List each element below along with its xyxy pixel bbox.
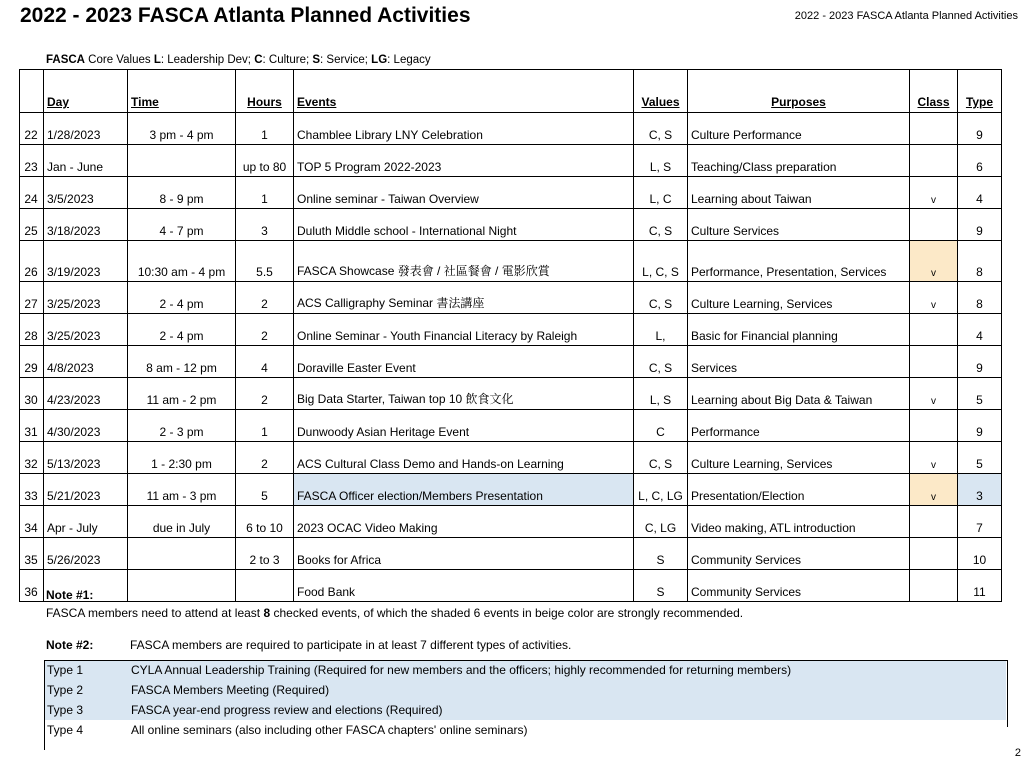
page-number: 2 — [1014, 747, 1021, 759]
cell-class: v — [910, 241, 958, 282]
cell-time: 11 am - 3 pm — [128, 474, 236, 506]
cell-event: Duluth Middle school - International Night — [294, 209, 634, 241]
cell-day: 4/8/2023 — [44, 346, 128, 378]
cell-num: 29 — [20, 346, 44, 378]
cell-type: 9 — [958, 209, 1002, 241]
cell-hours: 5 — [236, 474, 294, 506]
cell-purpose: Community Services — [688, 570, 910, 602]
cell-hours: 3 — [236, 209, 294, 241]
cell-purpose: Teaching/Class preparation — [688, 145, 910, 177]
cell-values: S — [634, 570, 688, 602]
cell-num: 25 — [20, 209, 44, 241]
cell-class — [910, 570, 958, 602]
cell-day: 3/25/2023 — [44, 282, 128, 314]
cell-num: 27 — [20, 282, 44, 314]
note1-body — [46, 606, 743, 620]
core-value-label: : Legacy — [387, 54, 431, 66]
table-row — [20, 410, 1002, 442]
cell-num: 33 — [20, 474, 44, 506]
cell-event: TOP 5 Program 2022-2023 — [294, 145, 634, 177]
cell-hours: 1 — [236, 177, 294, 209]
cell-hours: 2 — [236, 378, 294, 410]
cell-hours: 2 to 3 — [236, 538, 294, 570]
cell-class — [910, 346, 958, 378]
cell-purpose: Video making, ATL introduction — [688, 506, 910, 538]
cell-num: 35 — [20, 538, 44, 570]
table-row — [20, 346, 1002, 378]
cell-values: C, S — [634, 113, 688, 145]
cell-purpose: Performance — [688, 410, 910, 442]
cell-hours: 2 — [236, 442, 294, 474]
note2-heading — [46, 638, 93, 652]
cell-purpose: Culture Learning, Services — [688, 282, 910, 314]
cell-time — [128, 145, 236, 177]
type-label: Type 4 — [47, 723, 84, 737]
note1-heading-text: Note #1: — [46, 588, 94, 602]
cell-time: 1 - 2:30 pm — [128, 442, 236, 474]
cell-values: C, S — [634, 442, 688, 474]
type-desc: FASCA year-end progress review and elections (Required) — [128, 700, 1006, 720]
cell-values: L, — [634, 314, 688, 346]
cell-class — [910, 506, 958, 538]
cell-hours — [236, 570, 294, 602]
types-left-border — [44, 726, 45, 750]
cell-num: 30 — [20, 378, 44, 410]
core-values-prefix-text: Core Values — [84, 54, 154, 66]
cell-event: ACS Cultural Class Demo and Hands-on Learning — [294, 442, 634, 474]
table-row — [20, 145, 1002, 177]
cell-type: 9 — [958, 346, 1002, 378]
cell-class: v — [910, 474, 958, 506]
cell-num: 36 — [20, 570, 44, 602]
core-value-key: L — [153, 54, 161, 66]
note1-heading — [46, 588, 93, 602]
cell-event: 2023 OCAC Video Making — [294, 506, 634, 538]
cell-day: 5/21/2023 — [44, 474, 128, 506]
type-row — [44, 720, 1006, 740]
core-value-label: : Culture; — [262, 54, 313, 66]
core-value-key: LG — [371, 54, 388, 66]
cell-hours: 2 — [236, 282, 294, 314]
note1-text-after: checked events, of which the shaded 6 events in beige color are strongly recommended. — [270, 606, 744, 620]
cell-type: 4 — [958, 177, 1002, 209]
running-header: 2022 - 2023 FASCA Atlanta Planned Activities — [794, 10, 1018, 22]
types-table — [44, 660, 1006, 740]
cell-values: L, C, S — [634, 241, 688, 282]
cell-num: 31 — [20, 410, 44, 442]
type-label: Type 1 — [44, 660, 128, 680]
cell-time — [128, 538, 236, 570]
note2-body: FASCA members are required to participate in at least 7 different types of activities. — [130, 638, 572, 652]
table-row — [20, 241, 1002, 282]
cell-hours: 4 — [236, 346, 294, 378]
col-class-header: Class — [910, 70, 958, 113]
col-type-header: Type — [958, 70, 1002, 113]
core-value-key: S — [312, 54, 321, 66]
table-row — [20, 282, 1002, 314]
col-values-header: Values — [634, 70, 688, 113]
cell-time: 10:30 am - 4 pm — [128, 241, 236, 282]
cell-event: Big Data Starter, Taiwan top 10 飲食文化 — [294, 378, 634, 410]
col-num-header — [20, 70, 44, 113]
activities-table — [19, 69, 1002, 602]
cell-event: Online seminar - Taiwan Overview — [294, 177, 634, 209]
cell-purpose: Presentation/Election — [688, 474, 910, 506]
cell-time: 2 - 4 pm — [128, 314, 236, 346]
cell-hours: 5.5 — [236, 241, 294, 282]
cell-time: 2 - 3 pm — [128, 410, 236, 442]
cell-num: 28 — [20, 314, 44, 346]
table-row — [20, 442, 1002, 474]
cell-day: 5/26/2023 — [44, 538, 128, 570]
cell-time: due in July — [128, 506, 236, 538]
cell-hours: 1 — [236, 410, 294, 442]
core-value-key: C — [254, 54, 263, 66]
cell-purpose: Culture Services — [688, 209, 910, 241]
type-label: Type 2 — [44, 680, 128, 700]
cell-hours: 1 — [236, 113, 294, 145]
cell-type: 8 — [958, 282, 1002, 314]
cell-values: L, C — [634, 177, 688, 209]
cell-hours: 6 to 10 — [236, 506, 294, 538]
cell-day: Jan - June — [44, 145, 128, 177]
cell-day: Apr - July — [44, 506, 128, 538]
cell-purpose: Community Services — [688, 538, 910, 570]
col-purposes-header: Purposes — [688, 70, 910, 113]
cell-event: Online Seminar - Youth Financial Literacy by Raleigh — [294, 314, 634, 346]
cell-class: v — [910, 282, 958, 314]
cell-purpose: Basic for Financial planning — [688, 314, 910, 346]
cell-day: 4/23/2023 — [44, 378, 128, 410]
type-row — [44, 700, 1006, 720]
type-row — [44, 660, 1006, 680]
cell-event: Chamblee Library LNY Celebration — [294, 113, 634, 145]
cell-type: 11 — [958, 570, 1002, 602]
cell-values: L, C, LG — [634, 474, 688, 506]
cell-event: ACS Calligraphy Seminar 書法講座 — [294, 282, 634, 314]
cell-event: Books for Africa — [294, 538, 634, 570]
cell-time: 8 am - 12 pm — [128, 346, 236, 378]
cell-type: 3 — [958, 474, 1002, 506]
cell-hours: 2 — [236, 314, 294, 346]
cell-time: 4 - 7 pm — [128, 209, 236, 241]
cell-hours: up to 80 — [236, 145, 294, 177]
type-desc: CYLA Annual Leadership Training (Required for new members and the officers; highly recommended for returning members) — [128, 660, 1006, 680]
cell-class: v — [910, 442, 958, 474]
cell-class — [910, 314, 958, 346]
cell-class — [910, 538, 958, 570]
table-row — [20, 177, 1002, 209]
cell-event: Doraville Easter Event — [294, 346, 634, 378]
cell-type: 9 — [958, 113, 1002, 145]
cell-time: 8 - 9 pm — [128, 177, 236, 209]
cell-values: C, S — [634, 346, 688, 378]
cell-type: 10 — [958, 538, 1002, 570]
cell-event: FASCA Officer election/Members Presentation — [294, 474, 634, 506]
cell-day: 4/30/2023 — [44, 410, 128, 442]
cell-type: 7 — [958, 506, 1002, 538]
cell-purpose: Culture Performance — [688, 113, 910, 145]
cell-day: 1/28/2023 — [44, 113, 128, 145]
col-time-header: Time — [128, 70, 236, 113]
cell-event: FASCA Showcase 發表會 / 社區餐會 / 電影欣賞 — [294, 241, 634, 282]
cell-type: 4 — [958, 314, 1002, 346]
cell-class: v — [910, 378, 958, 410]
core-value-label: : Leadership Dev; — [160, 54, 255, 66]
cell-time: 3 pm - 4 pm — [128, 113, 236, 145]
cell-day: 3/18/2023 — [44, 209, 128, 241]
table-row — [20, 538, 1002, 570]
cell-day: 5/13/2023 — [44, 442, 128, 474]
cell-values: C, S — [634, 282, 688, 314]
cell-num: 23 — [20, 145, 44, 177]
type-row — [44, 680, 1006, 700]
cell-time: 11 am - 2 pm — [128, 378, 236, 410]
cell-class — [910, 209, 958, 241]
cell-purpose: Performance, Presentation, Services — [688, 241, 910, 282]
cell-type: 8 — [958, 241, 1002, 282]
note1-bold: 8 — [263, 606, 271, 620]
cell-class — [910, 145, 958, 177]
table-header-row — [20, 70, 1002, 113]
cell-day: 3/25/2023 — [44, 314, 128, 346]
type-desc: FASCA Members Meeting (Required) — [128, 680, 1006, 700]
cell-purpose: Learning about Big Data & Taiwan — [688, 378, 910, 410]
cell-values: L, S — [634, 378, 688, 410]
core-value-label: : Service; — [320, 54, 372, 66]
cell-purpose: Learning about Taiwan — [688, 177, 910, 209]
table-row — [20, 209, 1002, 241]
cell-event: Dunwoody Asian Heritage Event — [294, 410, 634, 442]
col-hours-header: Hours — [236, 70, 294, 113]
col-events-header: Events — [294, 70, 634, 113]
table-row — [20, 570, 1002, 602]
cell-time — [128, 570, 236, 602]
cell-type: 5 — [958, 442, 1002, 474]
cell-values: S — [634, 538, 688, 570]
cell-purpose: Services — [688, 346, 910, 378]
cell-num: 32 — [20, 442, 44, 474]
page-title: 2022 - 2023 FASCA Atlanta Planned Activities — [20, 4, 471, 27]
cell-num: 22 — [20, 113, 44, 145]
note2-heading-text: Note #2: — [46, 638, 94, 652]
cell-purpose: Culture Learning, Services — [688, 442, 910, 474]
cell-values: C, LG — [634, 506, 688, 538]
cell-values: C — [634, 410, 688, 442]
cell-type: 9 — [958, 410, 1002, 442]
cell-type: 6 — [958, 145, 1002, 177]
cell-values: L, S — [634, 145, 688, 177]
note1-text: FASCA members need to attend at least — [46, 606, 264, 620]
cell-num: 34 — [20, 506, 44, 538]
type-label: Type 3 — [44, 700, 128, 720]
cell-day: 3/5/2023 — [44, 177, 128, 209]
cell-values: C, S — [634, 209, 688, 241]
table-row — [20, 314, 1002, 346]
cell-event: Food Bank — [294, 570, 634, 602]
cell-class — [910, 410, 958, 442]
core-values-prefix: FASCA — [46, 54, 85, 66]
cell-num: 26 — [20, 241, 44, 282]
cell-num: 24 — [20, 177, 44, 209]
table-row — [20, 378, 1002, 410]
core-values-legend — [46, 54, 431, 66]
table-row — [20, 506, 1002, 538]
cell-day: 3/19/2023 — [44, 241, 128, 282]
table-row — [20, 474, 1002, 506]
cell-time: 2 - 4 pm — [128, 282, 236, 314]
cell-class — [910, 113, 958, 145]
col-day-header: Day — [44, 70, 128, 113]
table-row — [20, 113, 1002, 145]
cell-class: v — [910, 177, 958, 209]
cell-type: 5 — [958, 378, 1002, 410]
type-desc: All online seminars (also including other FASCA chapters' online seminars) — [131, 723, 528, 737]
